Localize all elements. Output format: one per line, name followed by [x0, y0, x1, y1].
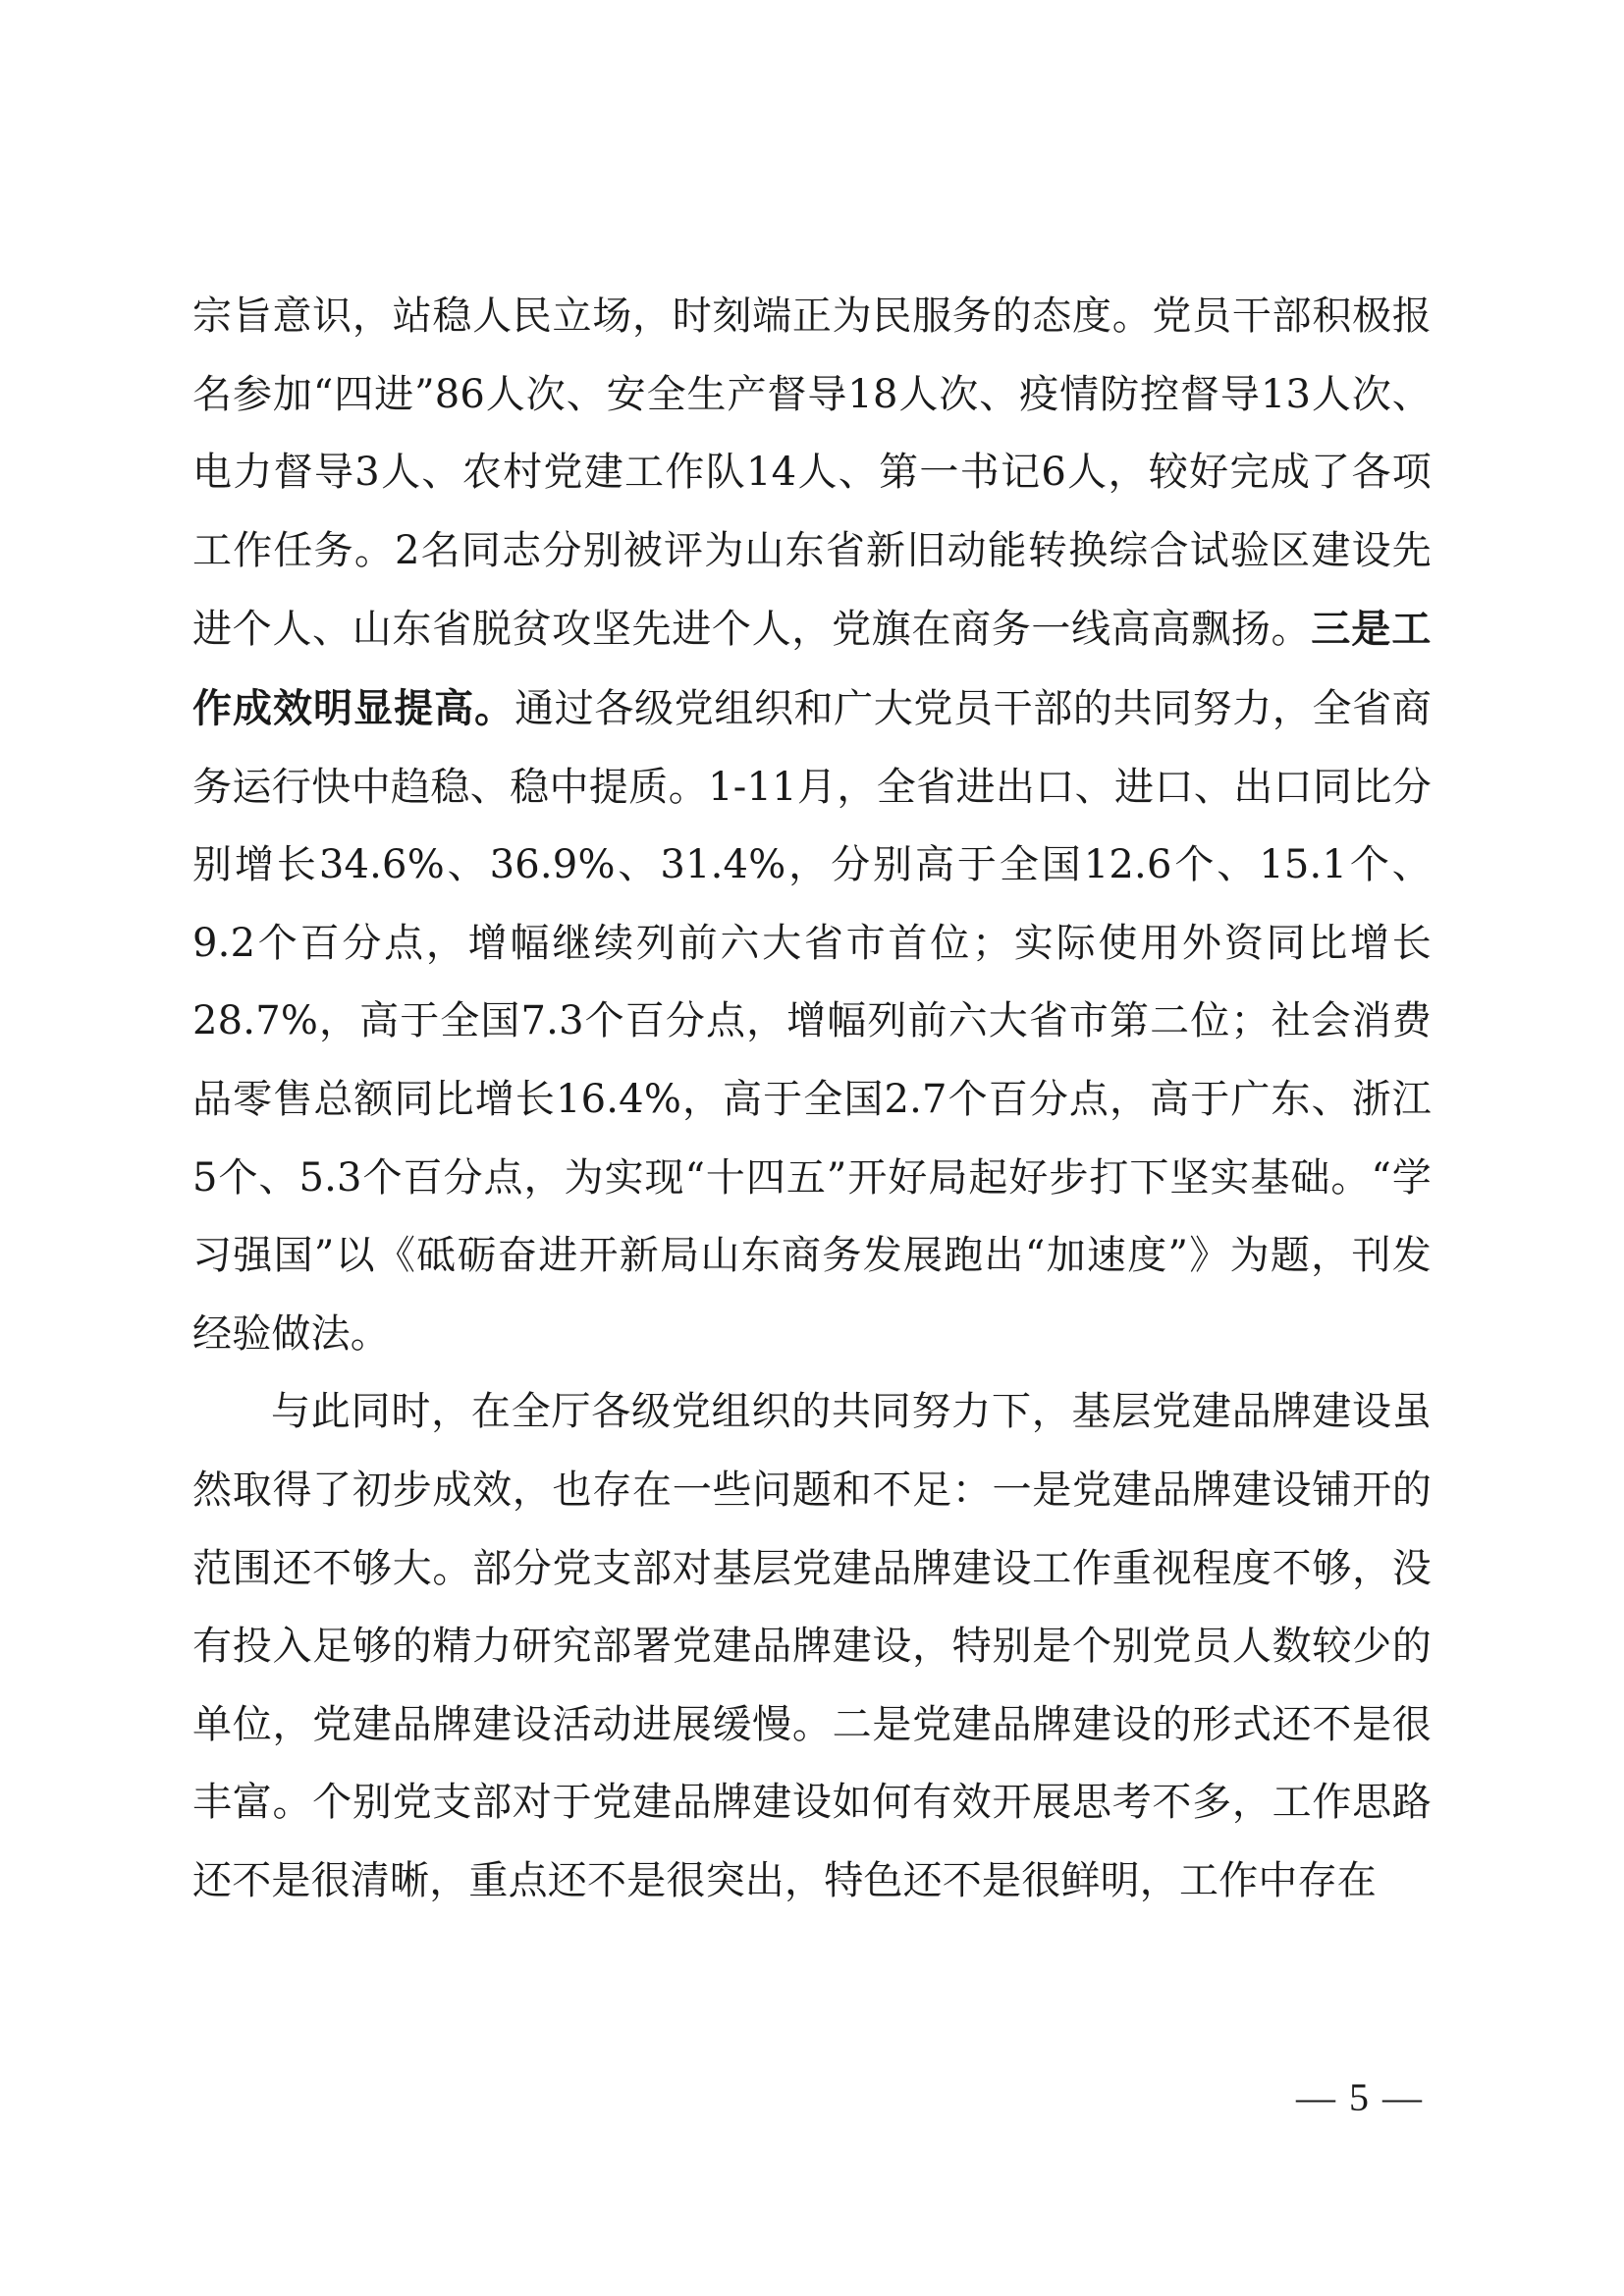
document-body	[192, 278, 1432, 1920]
page-number: — 5 —	[1296, 2075, 1424, 2119]
paragraph-continuation	[192, 278, 1432, 1373]
paragraph-issues: 与此同时，在全厅各级党组织的共同努力下，基层党建品牌建设虽然取得了初步成效，也存在一些问题和不足：一是党建品牌建设铺开的范围还不够大。部分党支部对基层党建品牌建设工作重视程度不够，没有投入足够的精力研究部署党建品牌建设，特别是个别党员人数较少的单位，党建品牌建设活动进展缓慢。二是党建品牌建设的形式还不是很丰富。个别党支部对于党建品牌建设如何有效开展思考不多，工作思路还不是很清晰，重点还不是很突出，特色还不是很鲜明，工作中存在	[192, 1389, 1432, 1903]
paragraph-text: 通过各级党组织和广大党员干部的共同努力，全省商务运行快中趋稳、稳中提质。1-11月，全省进出口、进口、出口同比分别增长34.6%、36.9%、31.4%，分别高于全国12.6个、15.1个、9.2个百分点，增幅继续列前六大省市首位；实际使用外资同比增长28.7%，高于全国7.3个百分点，增幅列前六大省市第二位；社会消费品零售总额同比增长16.4%，高于全国2.7个百分点，高于广东、浙江5个、5.3个百分点，为实现“十四五”开好局起好步打下坚实基础。“学习强国”以《砥砺奋进开新局山东商务发展跑出“加速度”》为题，刊发经验做法。	[192, 685, 1432, 1357]
bold-heading-phrase: 三是工作成效明显提高。	[192, 606, 1432, 731]
paragraph-text: 宗旨意识，站稳人民立场，时刻端正为民服务的态度。党员干部积极报名参加“四进”86人次、安全生产督导18人次、疫情防控督导13人次、电力督导3人、农村党建工作队14人、第一书记6人，较好完成了各项工作任务。2名同志分别被评为山东省新旧动能转换综合试验区建设先进个人、山东省脱贫攻坚先进个人，党旗在商务一线高高飘扬。	[192, 294, 1432, 653]
